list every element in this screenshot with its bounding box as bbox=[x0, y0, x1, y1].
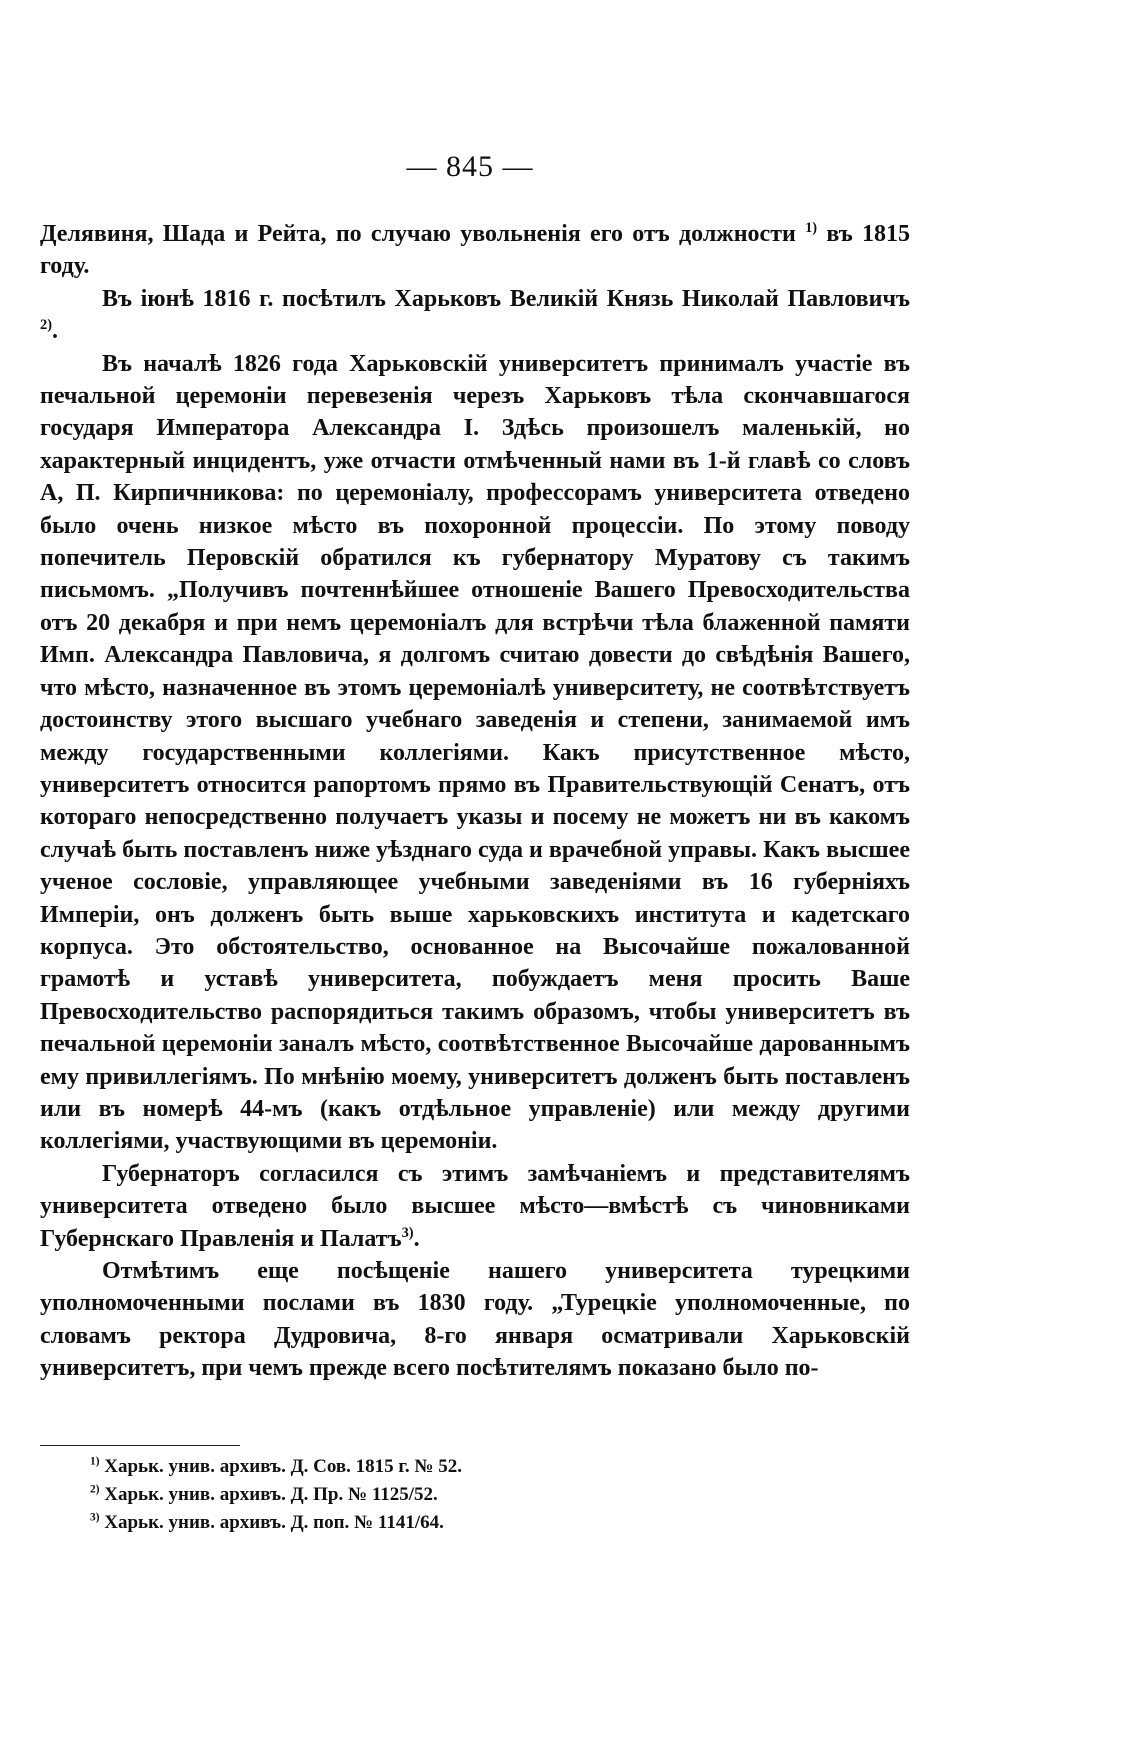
footnote-ref: 1) bbox=[805, 220, 818, 236]
paragraph-text: . bbox=[52, 318, 58, 345]
paragraph bbox=[40, 1158, 910, 1255]
paragraph-text: Въ іюнѣ 1816 г. посѣтилъ Харьковъ Великій Князь Николай Павловичъ bbox=[102, 285, 910, 312]
paragraph bbox=[40, 283, 910, 348]
footnotes bbox=[90, 1453, 910, 1537]
paragraph bbox=[40, 348, 910, 1158]
footnote bbox=[90, 1509, 910, 1537]
footnote-text: Харьк. унив. архивъ. Д. Пр. № 1125/52. bbox=[99, 1484, 438, 1505]
paragraph-text: Въ началѣ 1826 года Харьковскій университетъ принималъ участіе въ печальной церемоніи перевезенія черезъ Харьковъ тѣла скончавшагося государя Императора Александра I. Здѣсь произошелъ маленькій, но характерный инцидентъ, уже отчасти отмѣченный нами въ 1-й главѣ со словъ А, П. Кирпичникова: по церемоніалу, профессорамъ университета отведено было очень низкое мѣсто въ похоронной процессіи. По этому поводу попечитель Перовскій обратился къ губернатору Муратову съ такимъ письмомъ. „Получивъ почтеннѣйшее отношеніе Вашего Превосходительства отъ 20 декабря и при немъ церемоніалъ для встрѣчи тѣла блаженной памяти Имп. Александра Павловича, я долгомъ считаю довести до свѣдѣнія Вашего, что мѣсто, назначенное въ этомъ церемоніалѣ университету, не соотвѣтствуетъ достоинству этого высшаго учебнаго заведенія и степени, занимаемой имъ между государственными коллегіями. Какъ присутственное мѣсто, университетъ относится рапортомъ прямо въ Правительствующій Сенатъ, отъ котораго непосредственно получаетъ указы и посему не можетъ ни въ какомъ случаѣ быть поставленъ ниже уѣзднаго суда и врачебной управы. Какъ высшее ученое сословіе, управляющее учебными заведеніями въ 16 губерніяхъ Имперіи, онъ долженъ быть выше харьковскихъ института и кадетскаго корпуса. Это обстоятельство, основанное на Высочайше пожалованной грамотѣ и уставѣ университета, побуждаетъ меня просить Ваше Превосходительство распорядиться такимъ образомъ, чтобы университетъ въ печальной церемоніи заналъ мѣсто, соотвѣтственное Высочайше дарованнымъ ему привиллегіямъ. По мнѣнію моему, университетъ долженъ быть поставленъ или въ номерѣ 44-мъ (какъ отдѣльное управленіе) или между другими коллегіями, участвующими въ церемоніи. bbox=[40, 350, 910, 1155]
paragraph-text: Губернаторъ согласился съ этимъ замѣчаніемъ и представителямъ университета отведено было высшее мѣсто—вмѣстѣ съ чиновниками Губернскаго Правленія и Палатъ bbox=[40, 1160, 910, 1252]
footnote-mark: 1) bbox=[90, 1455, 100, 1468]
paragraph-text: Делявиня, Шада и Рейта, по случаю увольненія его отъ должности bbox=[40, 221, 806, 247]
footnote bbox=[90, 1481, 910, 1509]
paragraph bbox=[40, 218, 910, 283]
body-text bbox=[40, 218, 910, 1385]
footnote-divider bbox=[40, 1445, 240, 1446]
footnote-mark: 3) bbox=[90, 1511, 100, 1524]
footnote-text: Харьк. унив. архивъ. Д. поп. № 1141/64. bbox=[99, 1512, 444, 1533]
footnote-ref: 2) bbox=[40, 317, 52, 334]
footnote bbox=[90, 1453, 910, 1481]
paragraph-text: Отмѣтимъ еще посѣщеніе нашего университета турецкими уполномоченными послами въ 1830 году. „Турецкіе уполномоченные, по словамъ ректора Дудровича, 8-го января осматривали Харьковскій университетъ, при чемъ прежде всего посѣтителямъ показано было по- bbox=[40, 1258, 910, 1382]
footnote-text: Харьк. унив. архивъ. Д. Сов. 1815 г. № 52. bbox=[99, 1456, 462, 1477]
paragraph bbox=[40, 1255, 910, 1385]
footnote-ref: 3) bbox=[401, 1224, 414, 1241]
page-number: — 845 — bbox=[406, 150, 534, 183]
footnote-mark: 2) bbox=[90, 1483, 100, 1496]
paragraph-text: въ 1815 году. bbox=[40, 221, 910, 280]
paragraph-text: . bbox=[413, 1225, 420, 1252]
